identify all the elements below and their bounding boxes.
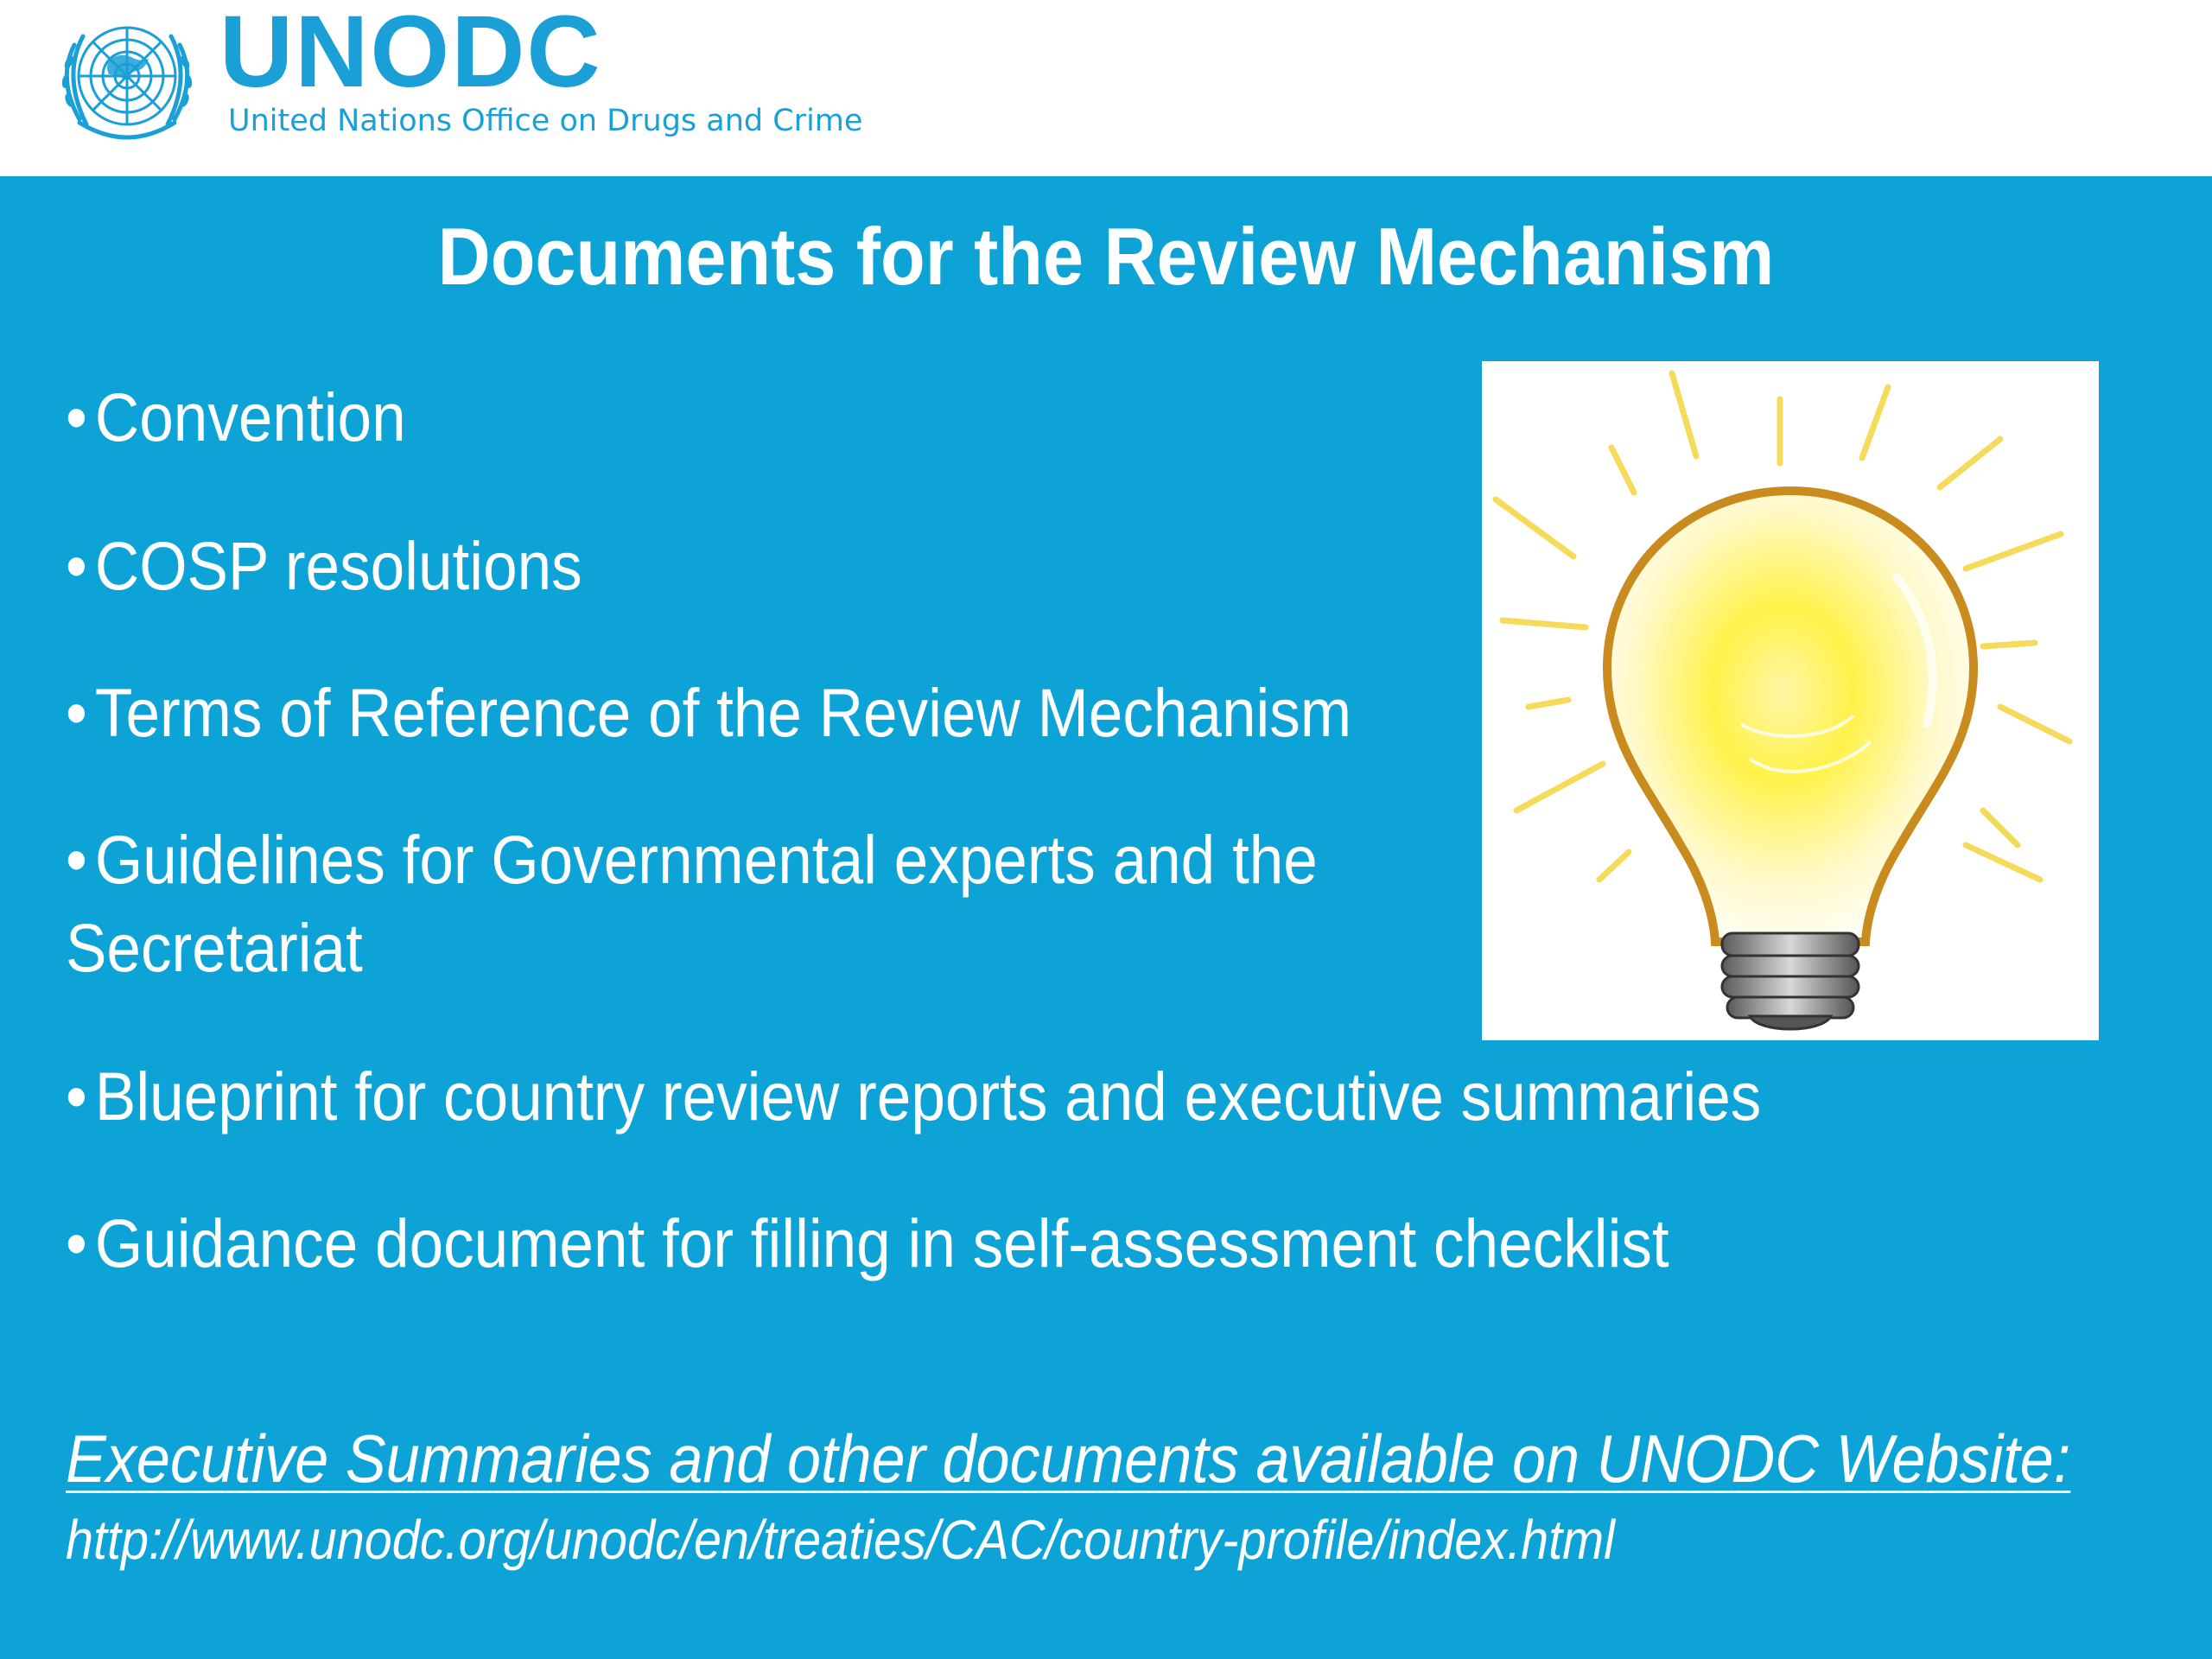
- logo-title: UNODC: [219, 0, 602, 109]
- logo-subtitle: United Nations Office on Drugs and Crime: [228, 104, 863, 138]
- slide-title: Documents for the Review Mechanism: [437, 211, 1775, 302]
- bullet-symbol: •: [66, 1058, 87, 1135]
- bullet-symbol: •: [66, 821, 87, 898]
- slide-header: [0, 0, 2212, 176]
- lightbulb-icon: [1482, 361, 2099, 1040]
- website-link[interactable]: Executive Summaries and other documents available on UNODC Website:: [66, 1421, 2071, 1497]
- bullet-text: Convention: [94, 378, 406, 455]
- bullet-symbol: •: [66, 674, 87, 751]
- bullet-symbol: •: [66, 378, 87, 455]
- bullet-item: [66, 669, 1351, 757]
- bullet-continuation: Secretariat: [66, 909, 363, 986]
- bullet-item: [66, 1052, 1761, 1141]
- lightbulb-illustration: [1482, 361, 2099, 1040]
- bullet-item: [66, 522, 582, 610]
- website-url[interactable]: http://www.unodc.org/unodc/en/treaties/CAC/country-profile/index.html: [66, 1509, 1615, 1571]
- bullet-symbol: •: [66, 527, 87, 604]
- bullet-item: [66, 816, 1318, 904]
- bullet-item: [66, 373, 406, 461]
- bullet-symbol: •: [66, 1205, 87, 1281]
- un-emblem-icon: [48, 10, 206, 149]
- bullet-text: Blueprint for country review reports and executive summaries: [94, 1058, 1762, 1135]
- bullet-item: [66, 1199, 1669, 1287]
- bullet-text: Guidance document for filling in self-assessment checklist: [94, 1205, 1669, 1281]
- bullet-text: COSP resolutions: [94, 527, 582, 604]
- bullet-text: Terms of Reference of the Review Mechanism: [94, 674, 1352, 751]
- bullet-text: Guidelines for Governmental experts and the: [94, 821, 1318, 898]
